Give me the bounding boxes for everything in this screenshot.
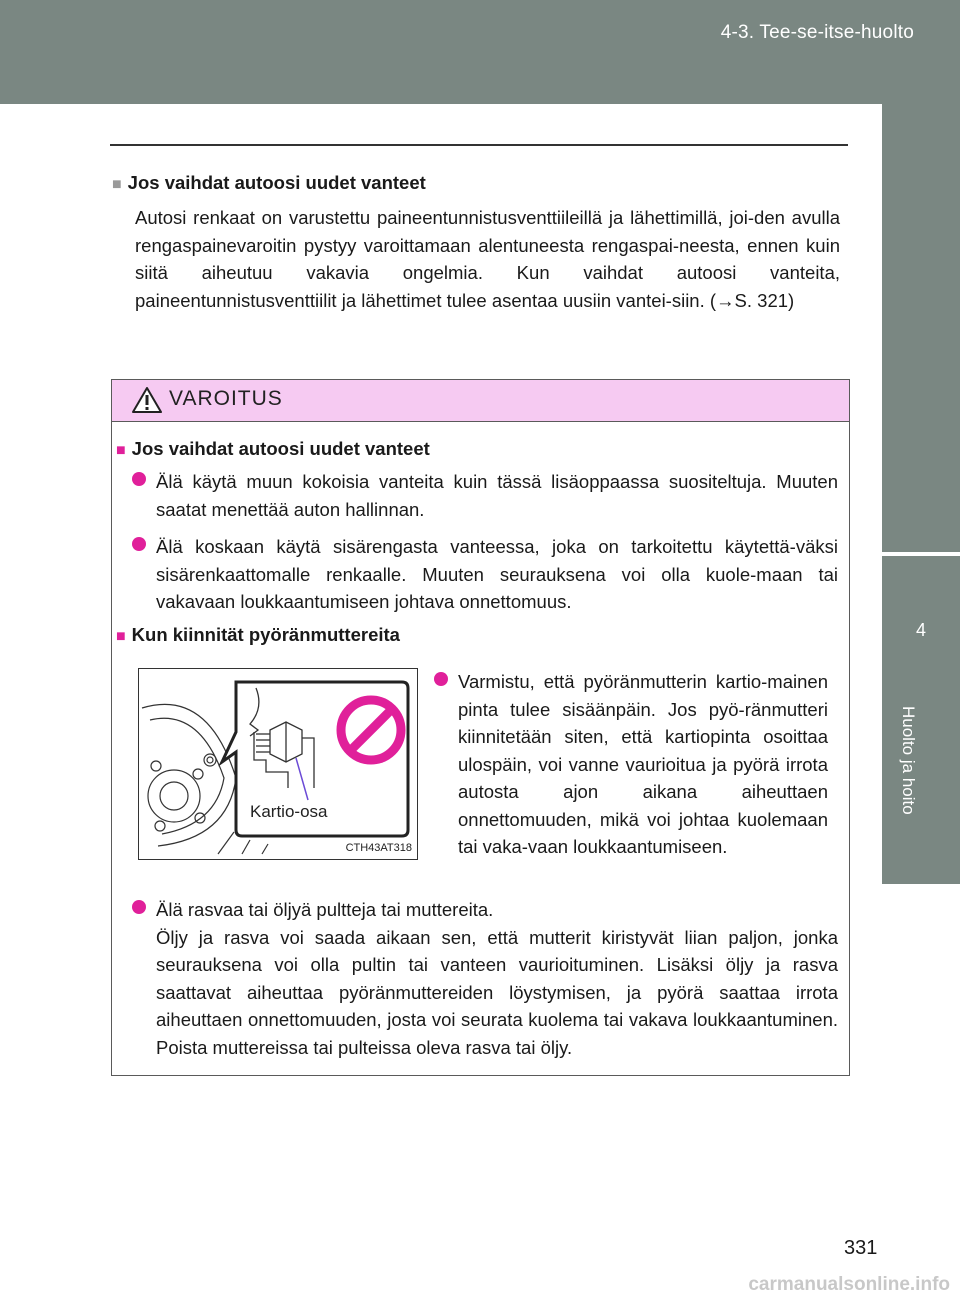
bullet-dot-icon <box>132 900 146 914</box>
bullet-dot-icon <box>132 537 146 551</box>
section-heading-text: Jos vaihdat autoosi uudet vanteet <box>127 172 426 193</box>
chapter-title: 4-3. Tee-se-itse-huolto <box>720 22 914 43</box>
square-bullet-icon: ■ <box>116 442 126 459</box>
warning-heading-nuts <box>116 624 400 646</box>
wheel-nut-figure <box>138 668 418 860</box>
section-body: Autosi renkaat on varustettu paineentunnistusventtiileillä ja lähettimillä, joi-den avulla rengaspainevaroitin pystyy varoittamaan alentuneesta rengaspai-neesta, ennen kuin siitä aiheutuu vakavia ongelmia. Kun vaihdat autoosi vanteita, paineentunnistusventtiilit ja lähettimet tulee asentaa uusiin vantei-siin. (→S. 321) <box>135 207 840 311</box>
warning-item-text: Varmistu, että pyöränmutterin kartio-mainen pinta tulee sisäänpäin. Jos pyö-ränmutteri kiinnitetään siten, että kartiopinta osoittaa ulospäin, voi vanne vaurioitua ja pyörä irrota autosta ajon aikana aiheuttaen onnettomuuden, mikä voi johtaa kuolemaan tai vaka-vaan loukkaantumiseen. <box>458 671 828 857</box>
figure-code: CTH43AT318 <box>345 842 412 854</box>
top-rule <box>110 144 848 146</box>
warning-item-text: Älä koskaan käytä sisärengasta vanteessa, joka on tarkoitettu käytettä-väksi sisärenkaattomalle renkaalle. Muuten seurauksena voi olla kuole-maan tai vakavaan loukkaantumiseen johtava onnettomuus. <box>156 536 838 612</box>
chapter-label: Huolto ja hoito <box>899 706 918 815</box>
header-bar <box>0 0 960 104</box>
warning-item-text: Älä rasvaa tai öljyä pultteja tai muttereita. <box>156 899 494 920</box>
warning-item <box>132 533 838 616</box>
warning-title: VAROITUS <box>169 387 283 410</box>
warning-heading-text: Jos vaihdat autoosi uudet vanteet <box>131 438 430 459</box>
section-heading <box>112 172 840 194</box>
bullet-dot-icon <box>434 672 448 686</box>
figure-label: Kartio-osa <box>250 802 328 821</box>
chapter-side-tab[interactable] <box>882 556 960 884</box>
bullet-dot-icon <box>132 472 146 486</box>
square-bullet-icon: ■ <box>116 628 126 645</box>
chapter-number: 4 <box>915 620 926 640</box>
watermark: carmanualsonline.info <box>748 1274 950 1295</box>
warning-item <box>132 468 838 523</box>
page-number: 331 <box>844 1237 878 1259</box>
wheel-nut-illustration <box>138 668 418 860</box>
warning-item-detail: Öljy ja rasva voi saada aikaan sen, että mutterit kiristyvät liian paljon, jonka seurauksena voi olla pultin tai vanteen vaurioituminen. Lisäksi öljy ja rasva saattavat aiheuttaa pyöränmuttereiden löystymisen, ja pyörä saattaa irrota aiheuttaen onnettomuuden, josta voi seurata kuolema tai vakava loukkaantuminen. Poista muttereissa tai pulteissa oleva rasva tai öljy. <box>156 926 838 1058</box>
warning-header <box>112 380 849 422</box>
side-tab-band <box>882 104 960 556</box>
warning-item <box>434 668 828 861</box>
square-bullet-icon: ■ <box>112 176 122 193</box>
warning-heading-wheels <box>116 438 430 460</box>
warning-triangle-icon <box>132 386 162 414</box>
warning-heading-text: Kun kiinnität pyöränmuttereita <box>131 624 400 645</box>
info-section <box>112 172 840 314</box>
warning-item <box>132 896 838 1061</box>
warning-item-text: Älä käytä muun kokoisia vanteita kuin tässä lisäoppaassa suositeltuja. Muuten saatat menettää auton hallinnan. <box>156 471 838 520</box>
